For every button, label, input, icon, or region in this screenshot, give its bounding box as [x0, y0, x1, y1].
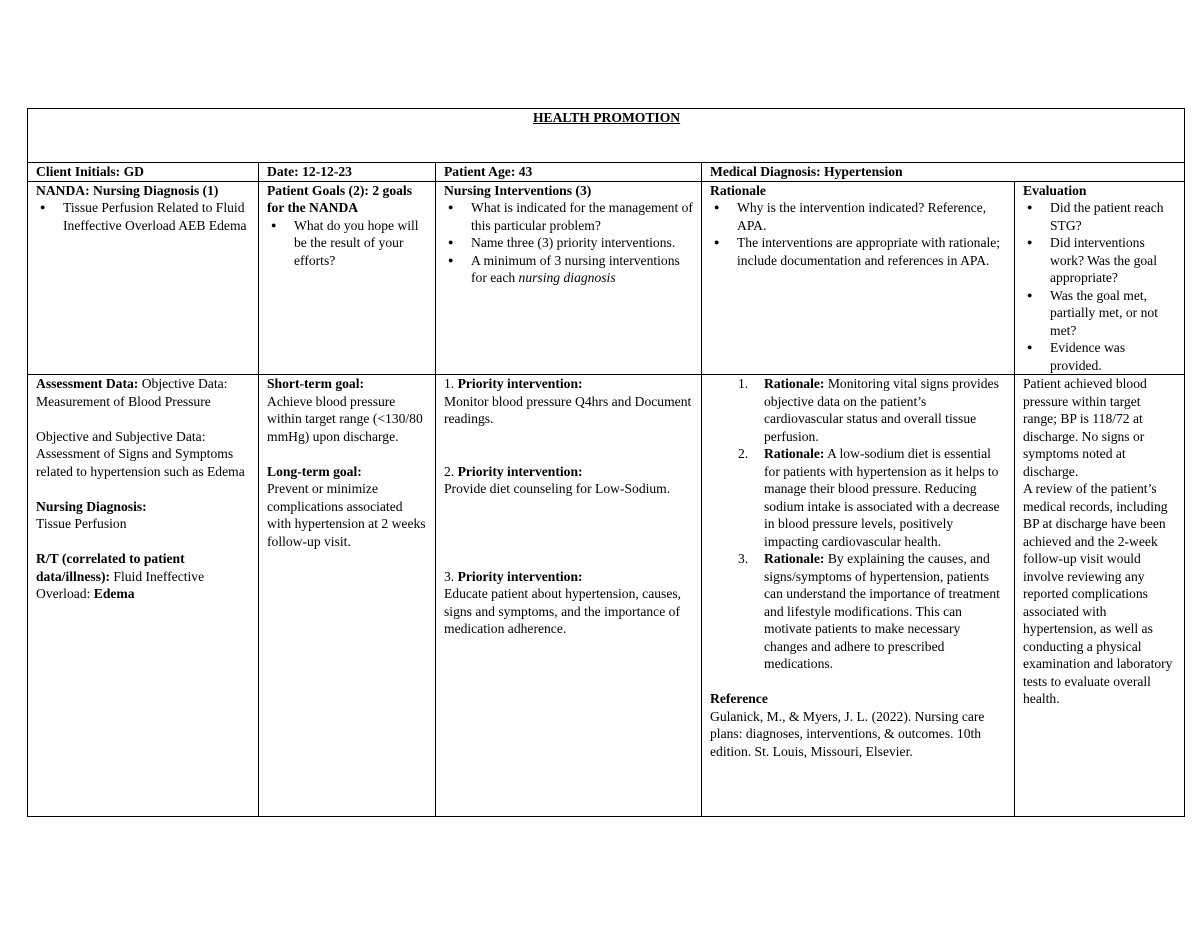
guide-rationale-list	[710, 199, 1007, 269]
guide-row	[28, 181, 1185, 375]
rationale-list	[710, 375, 1007, 673]
list-item: ● Name three (3) priority interventions.	[471, 234, 694, 252]
evaluation-text-2: A review of the patient’s medical records, including BP at discharge have been achieved and the 2-week follow-up visit would involve reviewing any reported complications associated with hypertension, as well as conducting a physical examination and laboratory tests to evaluate overall health.	[1023, 481, 1173, 706]
assessment-objective-text: Objective Data: Measurement of Blood Pressure	[36, 376, 228, 409]
nursing-diagnosis-value: Tissue Perfusion	[36, 516, 127, 531]
related-to-label: R/T (correlated to patient data/illness):	[36, 551, 185, 584]
intervention-number: 3.	[444, 568, 458, 584]
list-item: ● Tissue Perfusion Related to Fluid Ineffective Overload AEB Edema	[63, 199, 251, 234]
list-item	[738, 550, 1007, 673]
intervention-number: 2.	[444, 463, 458, 479]
rationale-number: 1.	[738, 376, 749, 391]
client-initials: Client Initials: GD	[28, 163, 259, 182]
rationale-label: Rationale:	[764, 376, 825, 391]
title-cell	[28, 109, 1185, 163]
nursing-diagnosis-label: Nursing Diagnosis:	[36, 498, 147, 514]
related-to-value: Fluid Ineffective Overload:	[36, 568, 205, 601]
intervention-label: Priority intervention:	[457, 376, 583, 391]
reference-label: Reference	[710, 691, 768, 706]
intervention-1-text: Monitor blood pressure Q4hrs and Document readings.	[444, 393, 692, 426]
goals-cell	[259, 375, 436, 817]
intervention-1-heading	[444, 375, 694, 393]
patient-info-row	[28, 163, 1185, 182]
list-item	[738, 375, 1007, 445]
title-row	[28, 109, 1185, 163]
list-item: ● What is indicated for the management of this particular problem?	[471, 199, 694, 234]
evaluation-text-1: Patient achieved blood pressure within target range; BP is 118/72 at discharge. No signs or symptoms noted at discharge.	[1023, 376, 1147, 479]
guide-nanda-cell	[28, 181, 259, 375]
guide-nanda-heading: NANDA: Nursing Diagnosis (1)	[36, 182, 219, 198]
rationale-label: Rationale:	[764, 551, 825, 566]
intervention-2-text: Provide diet counseling for Low-Sodium.	[444, 481, 671, 496]
date: Date: 12-12-23	[259, 163, 436, 182]
intervention-label: Priority intervention:	[457, 568, 583, 584]
patient-age: Patient Age: 43	[436, 163, 702, 182]
long-term-goal-text: Prevent or minimize complications associated with hypertension at 2 weeks follow-up visit.	[267, 481, 426, 549]
guide-interventions-cell	[436, 181, 702, 375]
short-term-goal-text: Achieve blood pressure within target range (<130/80 mmHg) upon discharge.	[267, 393, 423, 444]
intervention-number: 1.	[444, 376, 458, 391]
short-term-goal-label: Short-term goal:	[267, 376, 365, 391]
related-to-bold: Edema	[93, 586, 135, 601]
list-item-italic: nursing diagnosis	[518, 270, 616, 285]
assessment-cell	[28, 375, 259, 817]
evaluation-cell	[1015, 375, 1185, 817]
list-item: ● Did the patient reach STG?	[1050, 199, 1177, 234]
guide-goals-list	[267, 217, 428, 270]
list-item: ● Why is the intervention indicated? Reference, APA.	[737, 199, 1007, 234]
page-title: HEALTH PROMOTION	[532, 110, 681, 125]
rationale-label: Rationale:	[764, 446, 825, 461]
guide-rationale-cell	[702, 181, 1015, 375]
intervention-label: Priority intervention:	[457, 463, 583, 479]
assessment-objective	[36, 375, 251, 410]
rationale-text: By explaining the causes, and signs/symptoms of hypertension, patients can understand the importance of treatment and lifestyle modifications. This can motivate patients to make necessary changes and adhere to prescribed medications.	[764, 551, 1000, 671]
guide-interventions-heading: Nursing Interventions (3)	[444, 182, 592, 198]
guide-evaluation-list	[1023, 199, 1177, 374]
intervention-2-heading	[444, 463, 694, 481]
rationale-text: Monitoring vital signs provides objective data on the patient’s cardiovascular status and overall tissue perfusion.	[764, 376, 999, 444]
guide-nanda-list	[36, 199, 251, 234]
intervention-3-heading	[444, 568, 694, 586]
rationale-cell	[702, 375, 1015, 817]
list-item: ● Was the goal met, partially met, or not met?	[1050, 287, 1177, 340]
related-to	[36, 550, 251, 603]
list-item: ● Did interventions work? Was the goal appropriate?	[1050, 234, 1177, 287]
list-item: ● What do you hope will be the result of your efforts?	[294, 217, 428, 270]
rationale-text: A low-sodium diet is essential for patients with hypertension as it helps to manage their blood pressure. Reducing sodium intake is associated with a decrease in blood pressure levels, positively impacting cardiovascular health.	[764, 446, 1000, 549]
reference-text: Gulanick, M., & Myers, J. L. (2022). Nursing care plans: diagnoses, interventions, & outcomes. 10th edition. St. Louis, Missouri, Elsevier.	[710, 708, 985, 759]
care-plan-table	[27, 108, 1185, 817]
interventions-cell	[436, 375, 702, 817]
list-item	[738, 445, 1007, 550]
guide-goals-cell	[259, 181, 436, 375]
care-plan-row	[28, 375, 1185, 817]
list-item: ● The interventions are appropriate with rationale; include documentation and references in APA.	[737, 234, 1007, 269]
guide-goals-heading: Patient Goals (2): 2 goals for the NANDA	[267, 182, 412, 215]
guide-evaluation-heading: Evaluation	[1023, 182, 1087, 198]
long-term-goal-label: Long-term goal:	[267, 463, 362, 479]
rationale-number: 2.	[738, 446, 749, 461]
guide-evaluation-cell	[1015, 181, 1185, 375]
intervention-3-text: Educate patient about hypertension, causes, signs and symptoms, and the importance of medication adherence.	[444, 586, 682, 636]
guide-interventions-list	[444, 199, 694, 287]
assessment-label: Assessment Data:	[36, 376, 139, 391]
guide-rationale-heading: Rationale	[710, 182, 766, 198]
rationale-number: 3.	[738, 551, 749, 566]
list-item-text: A minimum of 3 nursing interventions for each	[471, 252, 680, 285]
assessment-obj-subj: Objective and Subjective Data: Assessment of Signs and Symptoms related to hypertension such as Edema	[36, 428, 245, 479]
medical-diagnosis: Medical Diagnosis: Hypertension	[702, 163, 1185, 182]
list-item	[471, 252, 694, 287]
list-item: ● Evidence was provided.	[1050, 339, 1177, 374]
